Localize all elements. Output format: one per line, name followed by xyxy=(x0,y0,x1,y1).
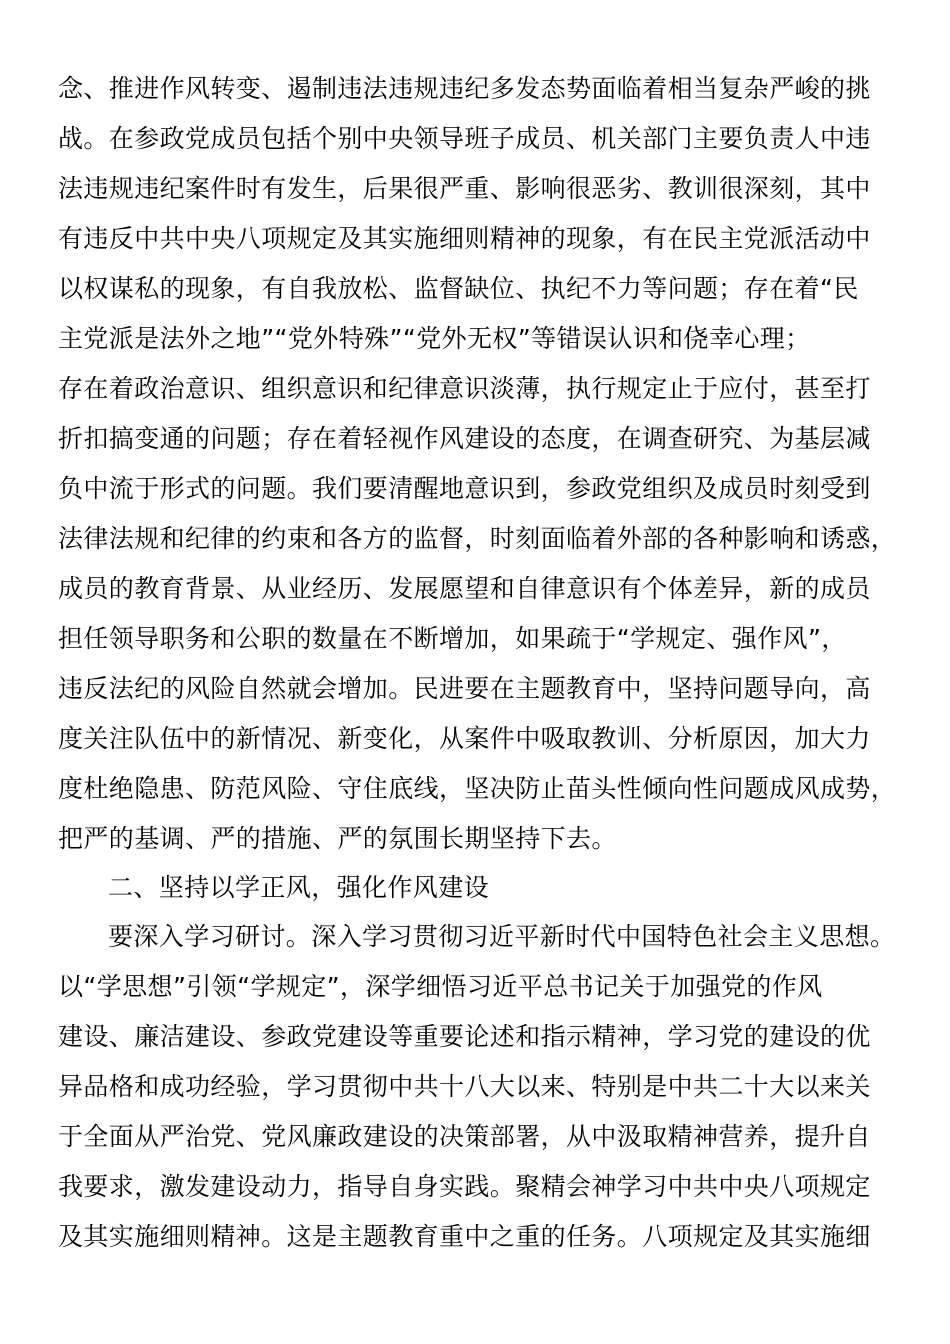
paragraph-line: 以“学思想”引领“学规定”，深学细悟习近平总书记关于加强党的作风 xyxy=(58,972,823,1001)
paragraph-line: 战。在参政党成员包括个别中央领导班子成员、机关部门主要负责人中违 xyxy=(58,124,871,153)
paragraph-line: 折扣搞变通的问题；存在着轻视作风建设的态度，在调查研究、为基层减 xyxy=(58,424,871,453)
paragraph-line: 存在着政治意识、组织意识和纪律意识淡薄，执行规定止于应付，甚至打 xyxy=(58,374,871,403)
paragraph-line: 以权谋私的现象，有自我放松、监督缺位、执纪不力等问题；存在着“民 xyxy=(58,274,859,303)
paragraph-line: 于全面从严治党、党风廉政建设的决策部署，从中汲取精神营养，提升自 xyxy=(58,1122,871,1151)
paragraph-line: 成员的教育背景、从业经历、发展愿望和自律意识有个体差异，新的成员 xyxy=(58,574,871,603)
paragraph-line: 违反法纪的风险自然就会增加。民进要在主题教育中，坚持问题导向，高 xyxy=(58,674,871,703)
paragraph-line: 度关注队伍中的新情况、新变化，从案件中吸取教训、分析原因，加大力 xyxy=(58,724,871,753)
paragraph-line: 我要求，激发建设动力，指导自身实践。聚精会神学习中共中央八项规定 xyxy=(58,1172,871,1201)
paragraph-line: 异品格和成功经验，学习贯彻中共十八大以来、特别是中共二十大以来关 xyxy=(58,1072,871,1101)
section-heading: 二、坚持以学正风，强化作风建设 xyxy=(108,873,490,902)
paragraph-line: 负中流于形式的问题。我们要清醒地意识到，参政党组织及成员时刻受到 xyxy=(58,474,871,503)
paragraph-line: 法律法规和纪律的约束和各方的监督，时刻面临着外部的各种影响和诱惑， xyxy=(58,524,897,553)
paragraph-line: 及其实施细则精神。这是主题教育重中之重的任务。八项规定及其实施细 xyxy=(58,1222,871,1251)
paragraph-line: 把严的基调、严的措施、严的氛围长期坚持下去。 xyxy=(58,824,617,853)
paragraph-line: 有违反中共中央八项规定及其实施细则精神的现象，有在民主党派活动中 xyxy=(58,224,871,253)
paragraph-line: 主党派是法外之地”“党外特殊”“党外无权”等错误认识和侥幸心理； xyxy=(58,324,811,353)
paragraph-line: 法违规违纪案件时有发生，后果很严重、影响很恶劣、教训很深刻，其中 xyxy=(58,174,871,203)
paragraph-line: 建设、廉洁建设、参政党建设等重要论述和指示精神，学习党的建设的优 xyxy=(58,1022,871,1051)
paragraph-line: 度杜绝隐患、防范风险、守住底线，坚决防止苗头性倾向性问题成风成势， xyxy=(58,774,897,803)
paragraph-line: 念、推进作风转变、遏制违法违规违纪多发态势面临着相当复杂严峻的挑 xyxy=(58,74,871,103)
paragraph-line: 担任领导职务和公职的数量在不断增加，如果疏于“学规定、强作风”， xyxy=(58,624,847,653)
paragraph-line: 要深入学习研讨。深入学习贯彻习近平新时代中国特色社会主义思想。 xyxy=(108,922,896,951)
